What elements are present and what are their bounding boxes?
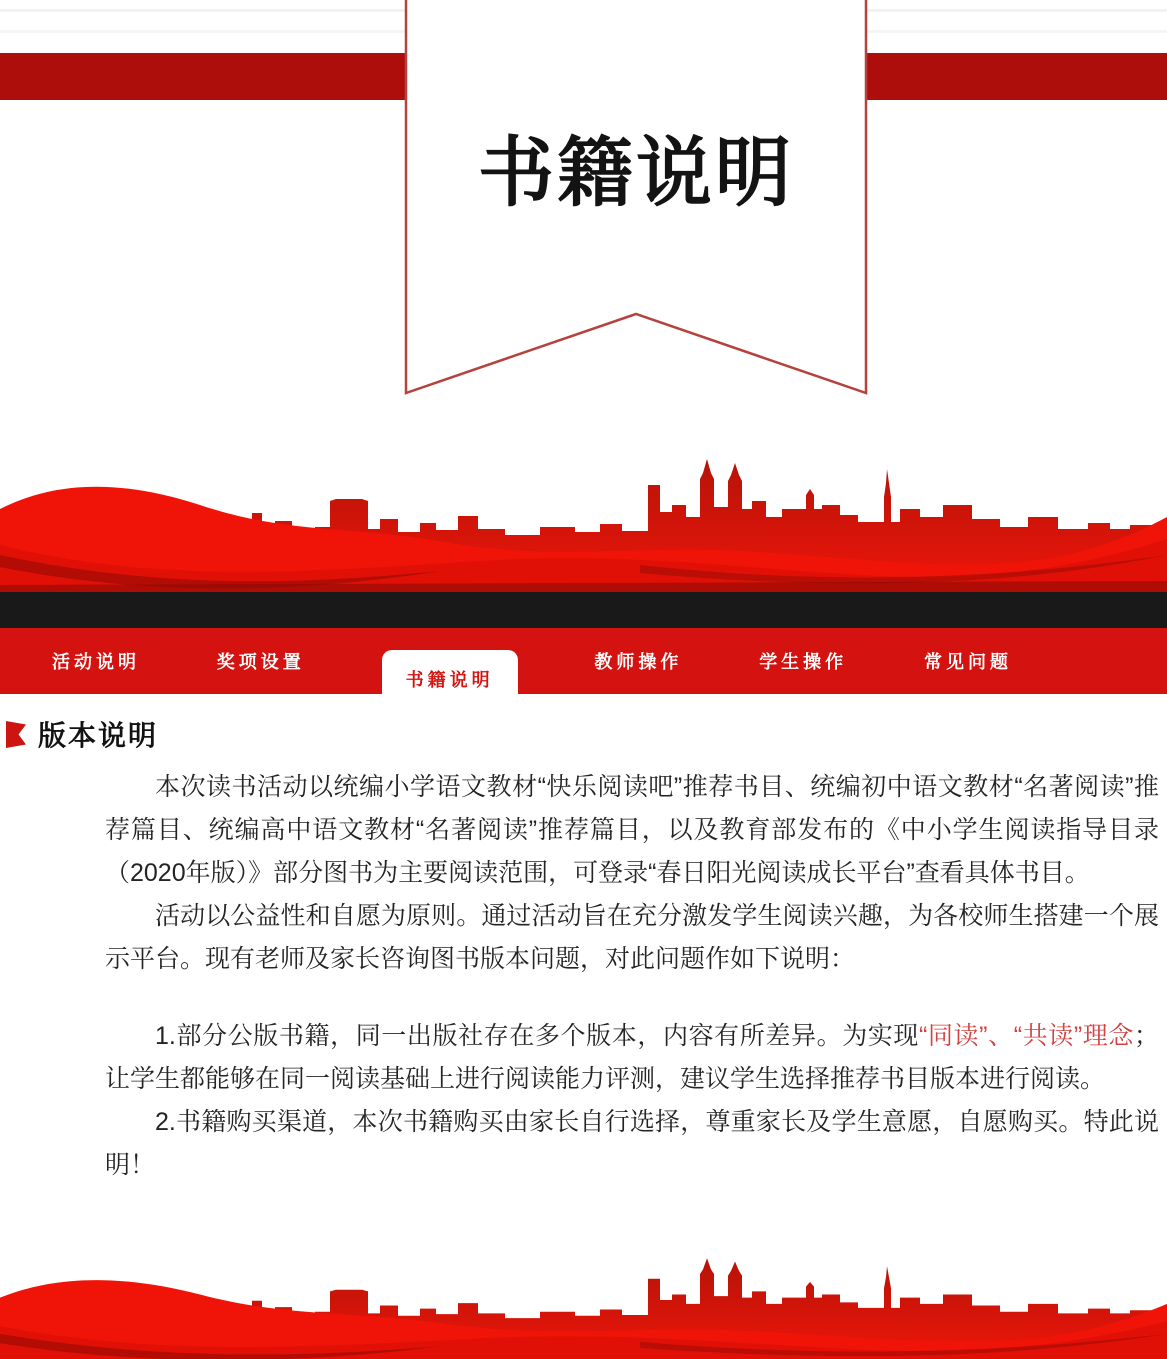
note-item: [105, 1101, 1159, 1187]
bookmark-icon: [6, 720, 27, 749]
note-text: ；让学生都能够在同一阅读基础上进行阅读能力评测，建议学生选择推荐书目版本进行阅读。: [105, 1022, 1159, 1093]
body-text: [105, 766, 1159, 1187]
note-item: [105, 1015, 1159, 1101]
tab-faq[interactable]: 常见问题: [923, 652, 1012, 672]
city-skyline-graphic: [0, 437, 1167, 592]
note-text: 1.部分公版书籍，同一出版社存在多个版本，内容有所差异。为实现: [155, 1022, 920, 1050]
black-divider-bar: [0, 592, 1167, 628]
note-highlight: “同读”、“共读”理念: [919, 1022, 1134, 1050]
city-skyline-graphic-bottom: [0, 1241, 1167, 1359]
page-title: 书籍说明: [478, 131, 794, 216]
content-area: [0, 694, 1167, 1187]
tab-student-ops[interactable]: 学生操作: [759, 652, 848, 672]
section-header: [6, 714, 1167, 754]
tab-award-settings[interactable]: 奖项设置: [216, 652, 305, 672]
note-text: 2.书籍购买渠道，本次书籍购买由家长自行选择，尊重家长及学生意愿，自愿购买。特此说明！: [105, 1108, 1159, 1179]
tab-activity-info[interactable]: 活动说明: [52, 652, 140, 672]
tab-teacher-ops[interactable]: 教师操作: [594, 652, 683, 672]
tab-book-info[interactable]: 书籍说明: [382, 650, 518, 708]
paragraph: 活动以公益性和自愿为原则。通过活动旨在充分激发学生阅读兴趣，为各校师生搭建一个展示平台。现有老师及家长咨询图书版本问题，对此问题作如下说明：: [105, 902, 1159, 973]
navbar: [0, 628, 1167, 694]
paragraph: 本次读书活动以统编小学语文教材“快乐阅读吧”推荐书目、统编初中语文教材“名著阅读”推荐篇目、统编高中语文教材“名著阅读”推荐篇目，以及教育部发布的《中小学生阅读指导目录（2020年版）》部分图书为主要阅读范围，可登录“春日阳光阅读成长平台”查看具体书目。: [105, 773, 1159, 887]
top-banner: [0, 0, 1167, 437]
section-title: 版本说明: [38, 720, 159, 751]
